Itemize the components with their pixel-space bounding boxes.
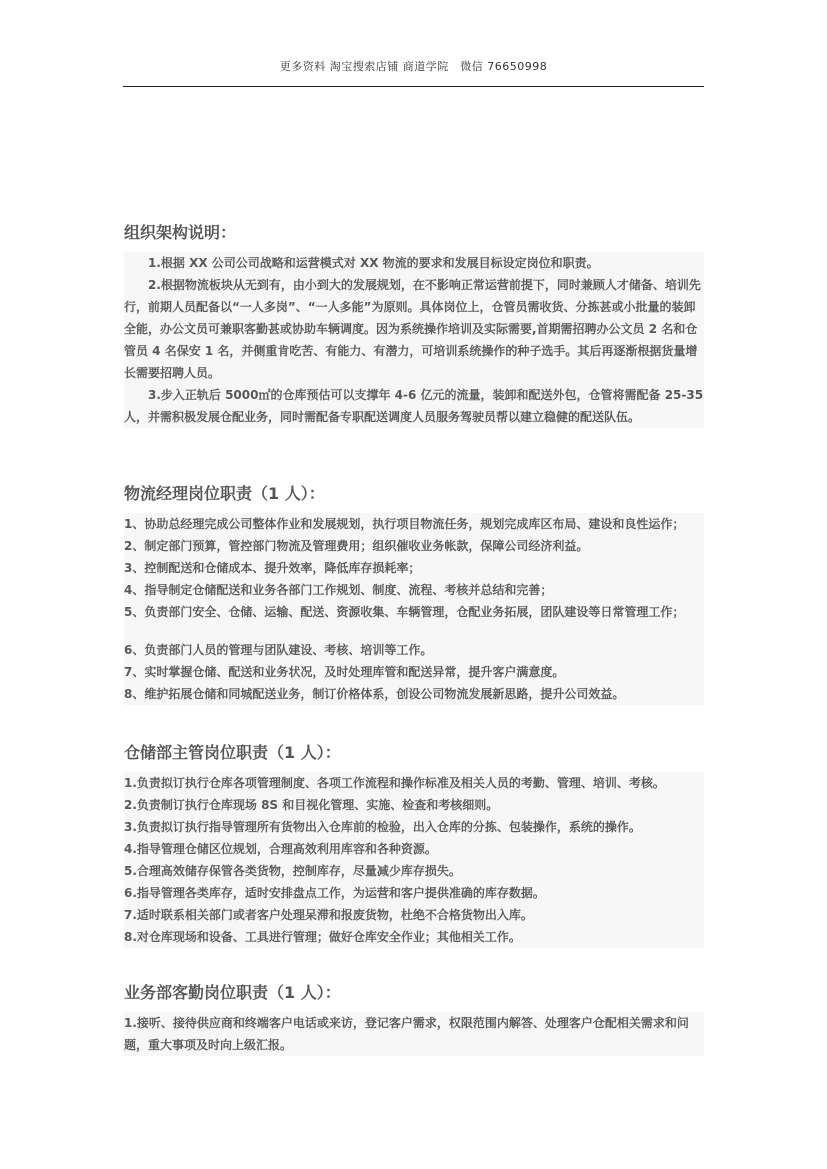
list-item: 5、负责部门安全、仓储、运输、配送、资源收集、车辆管理，仓配业务拓展，团队建设等日常管理工作； <box>124 605 685 619</box>
paragraph: 1.根据 XX 公司公司战略和运营模式对 XX 物流的要求和发展目标设定岗位和职责。 <box>148 256 599 270</box>
list-item: 7、实时掌握仓储、配送和业务状况，及时处理库管和配送异常，提升客户满意度。 <box>124 665 565 679</box>
list-item: 3.负责拟订执行指导管理所有货物出入仓库前的检验，出入仓库的分拣、包装操作，系统的操作。 <box>124 820 641 834</box>
section-title-warehouse-supervisor: 仓储部主管岗位职责（1 人）： <box>124 743 341 762</box>
list-item: 4、指导制定仓储配送和业务各部门工作规划、制度、流程、考核并总结和完善； <box>124 583 553 597</box>
list-item: 8.对仓库现场和设备、工具进行管理；做好仓库安全作业；其他相关工作。 <box>124 930 521 944</box>
section-title-org: 组织架构说明： <box>124 223 237 242</box>
list-item: 4.指导管理仓储区位规划，合理高效利用库容和各种资源。 <box>124 842 437 856</box>
list-item: 7.适时联系相关部门或者客户处理呆滞和报废货物，杜绝不合格货物出入库。 <box>124 908 533 922</box>
section-body-logistics-manager <box>124 513 704 705</box>
section-body-org <box>124 252 704 428</box>
list-item: 2、制定部门预算，管控部门物流及管理费用；组织催收业务帐款，保障公司经济利益。 <box>124 539 589 553</box>
list-item: 6、负责部门人员的管理与团队建设、考核、培训等工作。 <box>124 643 433 657</box>
section-title-logistics-manager: 物流经理岗位职责（1 人）： <box>124 484 325 503</box>
section-body-warehouse-supervisor <box>124 772 704 948</box>
list-item: 8、维护拓展仓储和同城配送业务，制订价格体系，创设公司物流发展新思路，提升公司效益。 <box>124 687 625 701</box>
list-item: 2.负责制订执行仓库现场 8S 和目视化管理、实施、检查和考核细则。 <box>124 798 499 812</box>
paragraph: 3.步入正轨后 5000㎡的仓库预估可以支撑年 4-6 亿元的流量，装卸和配送外包，仓管将需配备 25-35 人，并需积极发展仓配业务，同时需配备专职配送调度人员服务驾驶员帮以建立稳健的配送队伍。 <box>124 388 704 424</box>
list-item: 1.负责拟订执行仓库各项管理制度、各项工作流程和操作标准及相关人员的考勤、管理、培训、考核。 <box>124 776 665 790</box>
list-item: 1、协助总经理完成公司整体作业和发展规划，执行项目物流任务，规划完成库区布局、建设和良性运作； <box>124 517 685 531</box>
list-item: 5.合理高效储存保管各类货物，控制库存，尽量减少库存损失。 <box>124 864 461 878</box>
paragraph: 2.根据物流板块从无到有，由小到大的发展规划，在不影响正常运营前提下，同时兼顾人才储备、培训先行，前期人员配备以“一人多岗”、“一人多能”为原则。具体岗位上，仓管员需收货、分拣甚或小批量的装卸全能，办公文员可兼职客勤甚或协助车辆调度。因为系统操作培训及实际需要,首期需招聘办公文员 2 名和仓管员 4 名保安 1 名，并侧重肯吃苦、有能力、有潜力，可培训系统操作的种子选手。其后再逐渐根据货量增长需要招聘人员。 <box>124 278 701 380</box>
header-divider <box>123 86 704 87</box>
section-body-customer-service <box>124 1012 704 1056</box>
section-title-customer-service: 业务部客勤岗位职责（1 人）： <box>124 983 341 1002</box>
list-item: 3、控制配送和仓储成本、提升效率，降低库存损耗率； <box>124 561 421 575</box>
page-header: 更多资料 淘宝搜索店铺 商道学院 微信 76650998 <box>279 60 548 73</box>
list-item: 6.指导管理各类库存，适时安排盘点工作，为运营和客户提供准确的库存数据。 <box>124 886 545 900</box>
paragraph: 1.接听、接待供应商和终端客户电话或来访，登记客户需求，权限范围内解答、处理客户仓配相关需求和问题，重大事项及时向上级汇报。 <box>124 1016 689 1052</box>
spacer <box>124 623 704 639</box>
